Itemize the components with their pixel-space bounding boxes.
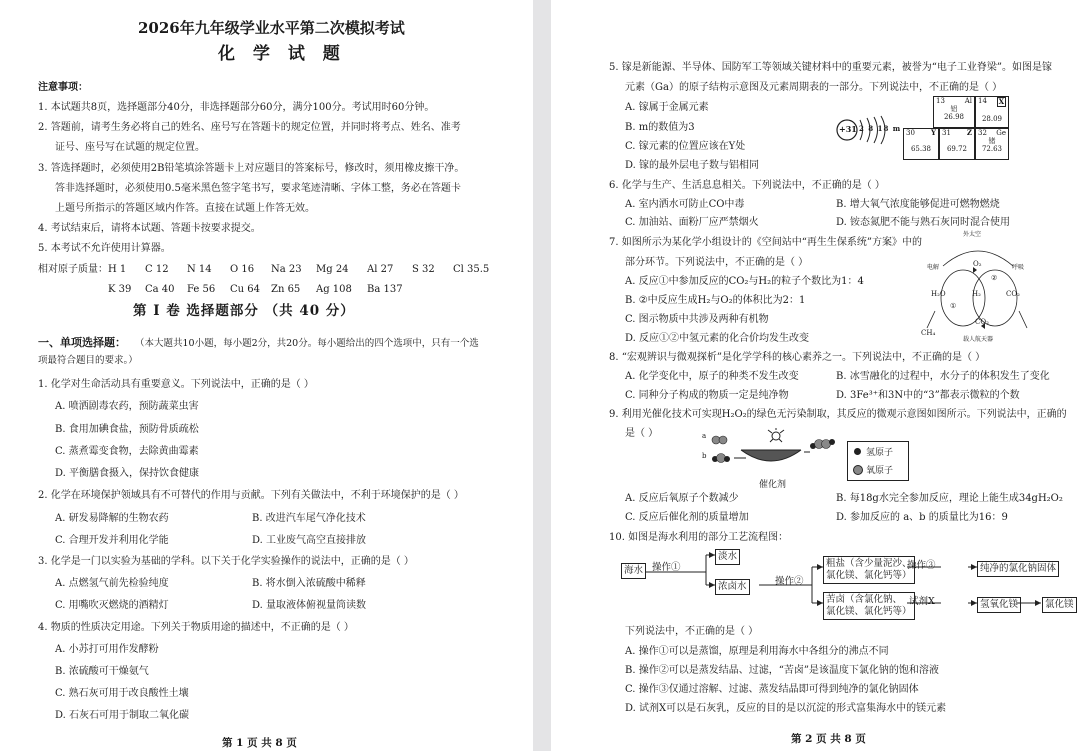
question-5-stem: 5. 镓是新能源、半导体、国防军工等领域关键材料中的重要元素，被誉为“电子工业脊梁”。如图是镓 [609,62,1052,73]
option: D. 试剂X可以是石灰乳，反应的目的是以沉淀的形式富集海水中的镁元素 [625,703,947,714]
option: B. 操作②可以是蒸发结晶、过滤，“苦卤”是该温度下氯化钠的饱和溶液 [625,665,939,676]
option: A. 化学变化中，原子的种类不发生改变 [625,371,799,382]
exam-page-1 [0,0,533,751]
element-symbol: X [998,97,1004,106]
label-respiration: 呼吸 [1012,264,1025,271]
flow-fresh-water: 淡水 [715,549,740,565]
option: B. 浓硫酸可干燥氨气 [55,666,149,677]
page-footer: 第 2 页 共 8 页 [791,733,866,745]
notice-heading: 注意事项： [38,82,88,93]
question-7-stem: 部分环节。下列说法中，不正确的是（ ） [625,257,809,268]
element-symbol: Ge [996,129,1006,137]
label-electrolysis: 电解 [927,264,940,271]
question-5-stem: 元素（Ga）的原子结构示意图及元素周期表的一部分。下列说法中，不正确的是（ ） [625,82,1003,93]
notice-line: 5. 本考试不允许使用计算器。 [38,243,171,254]
label-carbon-dioxide: CO₂ [1006,290,1020,298]
question-8-stem: 8. “宏观辨识与微观探析”是化学学科的核心素养之一。下列说法中，不正确的是（ ） [609,352,986,363]
notice-line: 4. 考试结束后，请将本试题、答题卡按要求提交。 [38,223,261,234]
atomic-number: 14 [978,97,987,105]
option: C. 图示物质中共涉及两种有机物 [625,314,769,325]
atomic-mass: K 39 [108,284,132,295]
element-name: 锗 [988,137,996,145]
atomic-mass: 28.09 [981,115,1003,123]
question-4-stem: 4. 物质的性质决定用途。下列关于物质用途的描述中，不正确的是（ ） [38,622,354,633]
question-1-stem: 1. 化学对生命活动具有重要意义。下列说法中，正确的是（ ） [38,379,314,390]
option: A. 小苏打可用作发酵粉 [55,644,159,655]
crude-salt-line: 粗盐（含少量泥沙、 [826,558,912,569]
label-reaction-2: ② [991,274,998,282]
atomic-mass: N 14 [187,264,212,275]
exam-subtitle: 化 学 试 题 [218,44,346,64]
flow-bittern [823,592,915,620]
electron-shells: 2 8 18 m [859,124,902,133]
exam-page-2 [551,0,1080,751]
notice-line: 答非选择题时，必须使用0.5毫米黑色签字笔书写，要求笔迹清晰、字体工整，务必在答题卡 [55,183,461,194]
atomic-number: 31 [942,129,951,137]
label-a: a [702,432,707,440]
atomic-mass: 69.72 [946,145,968,153]
option: C. 反应后催化剂的质量增加 [625,512,749,523]
question-2-stem: 2. 化学在环境保护领域具有不可替代的作用与贡献。下列有关做法中，不利于环境保护的是（ ） [38,490,464,501]
atomic-mass-label: 相对原子质量： [38,264,108,275]
flow-seawater: 海水 [621,563,646,579]
atomic-mass: 72.63 [981,145,1003,153]
question-10-intro: 下列说法中，不正确的是（ ） [625,626,759,637]
option: A. 反应①中参加反应的CO₂与H₂的粒子个数比为1：4 [625,276,864,287]
option: A. 点燃氢气前先检验纯度 [55,578,169,589]
option: B. 冰雪融化的过程中，水分子的体积发生了变化 [836,371,1050,382]
option: C. 熟石灰可用于改良酸性土壤 [55,688,189,699]
question-7-stem: 7. 如图所示为某化学小组设计的《空间站中“再生生保系统”方案》中的 [609,237,922,248]
option: B. 将水倒入浓硫酸中稀释 [252,578,366,589]
part-description: 项最符合题目的要求。） [38,355,138,366]
atomic-mass: H 1 [108,264,127,275]
element-symbol: Y [931,128,936,137]
atomic-mass: C 12 [145,264,169,275]
page-gap [533,0,551,751]
option: A. 镓属于金属元素 [625,102,709,113]
option: C. 镓元素的位置应该在Y处 [625,141,746,152]
option: D. 工业废气高空直接排放 [252,535,367,546]
element-cell-x [975,96,1009,128]
question-9-stem: 是（ ） [625,428,659,439]
page-footer: 第 1 页 共 8 页 [222,737,297,749]
option: A. 室内洒水可防止CO中毒 [625,199,745,210]
label-b: b [702,452,707,460]
flow-magnesium-hydroxide: 氢氧化镁 [977,597,1021,613]
part-description: （本大题共10小题，每小题2分，共20分。每小题给出的四个选项中，只有一个选 [135,338,479,349]
notice-line: 3. 答选择题时，必须使用2B铅笔填涂答题卡上对应题目的答案标号，修改时，须用橡皮擦干净。 [38,163,465,174]
atomic-mass: Al 27 [367,264,394,275]
option: A. 喷洒剧毒农药，预防蔬菜虫害 [55,401,199,412]
atomic-mass: Ag 108 [316,284,352,295]
bittern-line: 苦卤（含氯化钠、 [826,594,903,605]
element-cell-al [933,96,975,128]
atomic-mass: Fe 56 [187,284,216,295]
option: B. ②中反应生成H₂与O₂的体积比为2：1 [625,295,806,306]
atomic-mass: Na 23 [271,264,302,275]
photocatalysis-diagram [706,428,836,478]
hydrogen-atom-icon [854,448,861,455]
label-carbon-dioxide: CO₂ [975,318,989,326]
option: D. 石灰石可用于制取二氧化碳 [55,710,190,721]
oxygen-atom-icon [853,465,863,475]
option: B. 食用加碘食盐，预防骨质疏松 [55,424,199,435]
flow-reagent-x: 试剂X [909,596,935,607]
element-name: 铝 [950,105,958,113]
element-cell-y [903,128,939,160]
option: D. 铵态氮肥不能与熟石灰同时混合使用 [836,217,1011,228]
atomic-number: 13 [936,97,945,105]
flow-concentrated-brine: 浓卤水 [715,579,750,595]
atomic-mass: S 32 [412,264,435,275]
label-methane: CH₄ [921,329,936,337]
flow-operation-3: 操作③ [907,560,936,571]
option: A. 操作①可以是蒸馏，原理是利用海水中各组分的沸点不同 [625,646,889,657]
atomic-mass: Ba 137 [367,284,403,295]
atomic-mass: Ca 40 [145,284,175,295]
atomic-mass: Mg 24 [316,264,349,275]
option: B. 增大氧气浓度能够促进可燃物燃烧 [836,199,1000,210]
option: C. 合理开发并利用化学能 [55,535,169,546]
option: D. 反应①②中氢元素的化合价均发生改变 [625,333,810,344]
catalyst-label: 催化剂 [759,480,787,490]
bittern-line: 氯化镁、氯化钙等） [826,606,912,617]
legend-hydrogen: 氢原子 [866,448,894,458]
nucleus-charge: +31 [839,124,857,134]
flow-operation-2: 操作② [775,576,804,587]
element-symbol: Z [966,128,972,137]
part-heading: 一、单项选择题： [38,336,126,349]
label-oxygen: O₂ [973,260,982,268]
label-spacecraft: 载人航天器 [963,336,994,343]
option: B. 改进汽车尾气净化技术 [252,513,366,524]
atomic-mass: Cu 64 [230,284,260,295]
question-6-stem: 6. 化学与生产、生活息息相关。下列说法中，不正确的是（ ） [609,180,885,191]
flow-operation-1: 操作① [652,562,681,573]
flow-pure-nacl: 纯净的氯化钠固体 [977,561,1059,577]
option: D. 3Fe³⁺和3N中的“3”都表示微粒的个数 [836,390,1020,401]
legend-box [847,441,909,481]
option: B. m的数值为3 [625,122,695,133]
flow-crude-salt [823,556,915,584]
atomic-mass: 65.38 [910,145,932,153]
notice-line: 上题号所指示的答题区域内作答。直接在试题上作答无效。 [55,203,315,214]
option: C. 同种分子构成的物质一定是纯净物 [625,390,789,401]
option: D. 镓的最外层电子数与铝相同 [625,160,760,171]
label-outer-space: 外太空 [963,231,982,238]
question-10-stem: 10. 如图是海水利用的部分工艺流程图： [609,532,789,543]
element-symbol: Al [964,97,972,105]
notice-line: 2. 答题前，请考生务必将自己的姓名、座号写在答题卡的规定位置，并同时将考点、姓名、准考 [38,122,461,133]
question-3-stem: 3. 化学是一门以实验为基础的学科。以下关于化学实验操作的说法中，正确的是（ ） [38,556,414,567]
label-reaction-1: ① [950,302,957,310]
atomic-mass: 26.98 [943,113,965,121]
atomic-number: 32 [978,129,987,137]
option: C. 操作③仅通过溶解、过滤、蒸发结晶即可得到纯净的氯化钠固体 [625,684,919,695]
element-cell-z [939,128,975,160]
notice-line: 1. 本试题共8页，选择题部分40分，非选择题部分60分，满分100分。考试用时60分钟。 [38,102,435,113]
atomic-mass: O 16 [230,264,255,275]
flow-magnesium-chloride: 氯化镁 [1042,597,1077,613]
notice-line: 证号、座号写在试题的规定位置。 [55,142,205,153]
option: A. 反应后氧原子个数减少 [625,493,739,504]
option: A. 研发易降解的生物农药 [55,513,169,524]
question-9-stem: 9. 利用光催化技术可实现H₂O₂的绿色无污染制取，其反应的微观示意图如图所示。下列说法中，正确的 [609,409,1067,420]
option: C. 用嘴吹灭燃烧的酒精灯 [55,600,169,611]
option: D. 量取液体俯视量筒读数 [252,600,367,611]
legend-oxygen: 氧原子 [866,466,894,476]
atomic-mass: Cl 35.5 [453,264,490,275]
label-water: H₂O [931,290,946,298]
atomic-mass: Zn 65 [271,284,301,295]
option: C. 蒸煮霉变食物，去除黄曲霉素 [55,446,199,457]
option: C. 加油站、面粉厂应严禁烟火 [625,217,759,228]
label-hydrogen: H₂ [972,290,981,298]
section-title: 第 I 卷 选择题部分 （共 40 分） [133,303,355,319]
exam-title: 2026年九年级学业水平第二次模拟考试 [138,19,405,37]
element-cell-ge [975,128,1009,160]
option: D. 平衡膳食摄入，保持饮食健康 [55,468,200,479]
option: B. 每18g水完全参加反应，理论上能生成34gH₂O₂ [836,493,1063,504]
option: D. 参加反应的 a、b 的质量比为16：9 [836,512,1008,523]
atomic-number: 30 [906,129,915,137]
crude-salt-line: 氯化镁、氯化钙等） [826,570,912,581]
